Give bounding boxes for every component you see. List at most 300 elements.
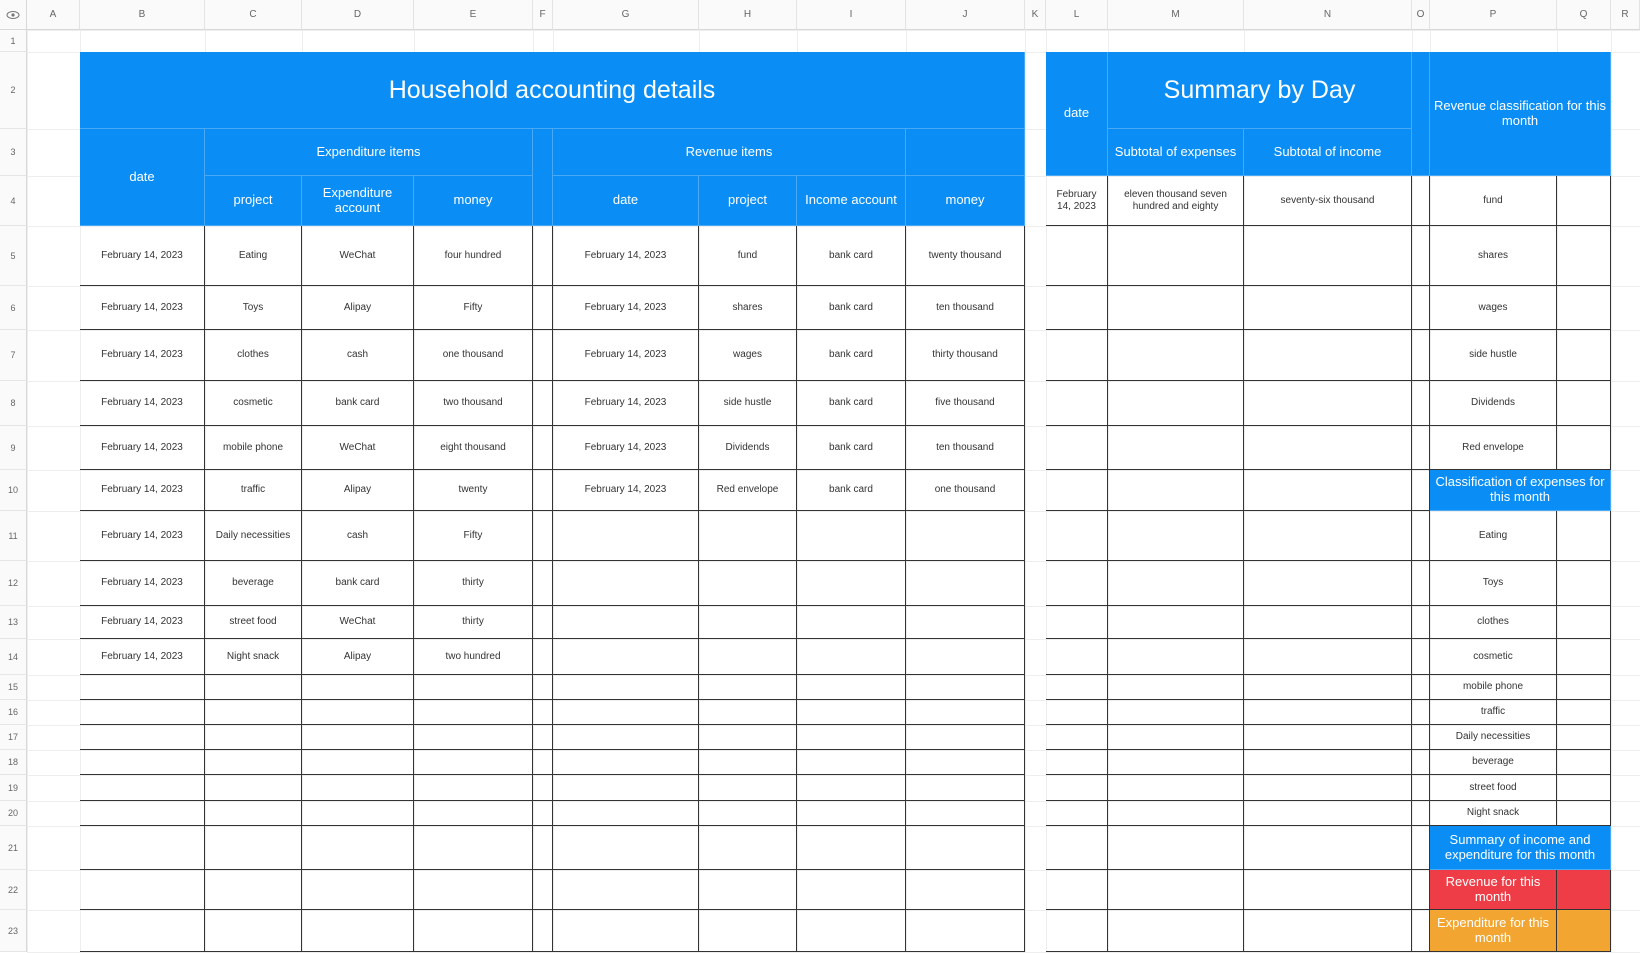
expense-account-cell[interactable]: WeChat (302, 426, 414, 470)
expense-date-cell[interactable] (80, 775, 205, 801)
revenue-class-item[interactable]: Dividends (1430, 381, 1557, 426)
expense-class-value[interactable] (1557, 725, 1611, 750)
summary-expenses-cell[interactable] (1108, 511, 1244, 561)
revenue-money-cell[interactable] (906, 606, 1025, 639)
expense-money-cell[interactable] (414, 675, 533, 700)
summary-date-cell[interactable] (1046, 470, 1108, 511)
expenditure-group-header[interactable]: Expenditure items (205, 129, 533, 176)
summary-date-cell[interactable] (1046, 330, 1108, 381)
row-header[interactable]: 21 (0, 826, 27, 870)
column-header[interactable]: J (906, 0, 1025, 30)
summary-income-cell[interactable] (1244, 639, 1412, 675)
revenue-date-cell[interactable]: February 14, 2023 (553, 226, 699, 286)
column-header[interactable]: D (302, 0, 414, 30)
expense-project-cell[interactable] (205, 725, 302, 750)
expense-class-value[interactable] (1557, 775, 1611, 801)
column-header[interactable]: H (699, 0, 797, 30)
summary-gap-cell[interactable] (1412, 470, 1430, 511)
summary-date-cell[interactable] (1046, 910, 1108, 952)
summary-gap-cell[interactable] (1412, 330, 1430, 381)
summary-date-cell[interactable] (1046, 561, 1108, 606)
subtotal-income-header[interactable]: Subtotal of income (1244, 129, 1412, 176)
revenue-class-value[interactable] (1557, 330, 1611, 381)
revenue-date-cell[interactable] (553, 606, 699, 639)
expense-class-value[interactable] (1557, 700, 1611, 725)
expense-classification-header[interactable]: Classification of expenses for this month (1430, 470, 1611, 511)
summary-date-cell[interactable] (1046, 381, 1108, 426)
exp-money-header[interactable]: money (414, 176, 533, 226)
expense-project-cell[interactable] (205, 870, 302, 910)
column-header[interactable]: C (205, 0, 302, 30)
summary-date-cell[interactable] (1046, 801, 1108, 826)
spacer-cell[interactable] (533, 226, 553, 286)
expense-project-cell[interactable]: traffic (205, 470, 302, 511)
rev-project-header[interactable]: project (699, 176, 797, 226)
summary-expenses-cell[interactable] (1108, 639, 1244, 675)
expense-money-cell[interactable]: two hundred (414, 639, 533, 675)
revenue-account-cell[interactable]: bank card (797, 286, 906, 330)
expense-project-cell[interactable] (205, 910, 302, 952)
expense-project-cell[interactable] (205, 750, 302, 775)
expense-project-cell[interactable]: beverage (205, 561, 302, 606)
revenue-account-cell[interactable] (797, 561, 906, 606)
column-header[interactable]: L (1046, 0, 1108, 30)
summary-income-cell[interactable] (1244, 330, 1412, 381)
revenue-class-item[interactable]: fund (1430, 176, 1557, 226)
revenue-project-cell[interactable] (699, 606, 797, 639)
revenue-date-cell[interactable] (553, 775, 699, 801)
revenue-project-cell[interactable] (699, 826, 797, 870)
spacer-cell[interactable] (533, 426, 553, 470)
summary-date-cell[interactable] (1046, 725, 1108, 750)
row-header[interactable]: 4 (0, 176, 27, 226)
expense-project-cell[interactable]: cosmetic (205, 381, 302, 426)
expense-account-cell[interactable] (302, 750, 414, 775)
revenue-money-cell[interactable] (906, 639, 1025, 675)
summary-date-cell[interactable] (1046, 750, 1108, 775)
expense-money-cell[interactable]: two thousand (414, 381, 533, 426)
summary-expenses-cell[interactable] (1108, 801, 1244, 826)
revenue-project-cell[interactable] (699, 639, 797, 675)
summary-income-cell[interactable] (1244, 700, 1412, 725)
expense-date-cell[interactable]: February 14, 2023 (80, 511, 205, 561)
revenue-date-cell[interactable] (553, 826, 699, 870)
spacer-cell[interactable] (533, 750, 553, 775)
revenue-money-cell[interactable] (906, 750, 1025, 775)
expense-date-cell[interactable]: February 14, 2023 (80, 606, 205, 639)
expense-class-value[interactable] (1557, 750, 1611, 775)
revenue-date-cell[interactable] (553, 870, 699, 910)
revenue-class-item[interactable]: side hustle (1430, 330, 1557, 381)
summary-date-cell[interactable] (1046, 426, 1108, 470)
expense-account-cell[interactable]: cash (302, 330, 414, 381)
revenue-money-cell[interactable]: thirty thousand (906, 330, 1025, 381)
summary-expenses-cell[interactable] (1108, 750, 1244, 775)
revenue-account-cell[interactable]: bank card (797, 330, 906, 381)
summary-date-cell[interactable] (1046, 511, 1108, 561)
expense-money-cell[interactable] (414, 801, 533, 826)
summary-gap-cell[interactable] (1412, 700, 1430, 725)
expense-money-cell[interactable]: thirty (414, 561, 533, 606)
column-header[interactable]: B (80, 0, 205, 30)
summary-income-cell[interactable] (1244, 801, 1412, 826)
revenue-money-cell[interactable] (906, 870, 1025, 910)
revenue-money-cell[interactable] (906, 826, 1025, 870)
revenue-date-cell[interactable] (553, 675, 699, 700)
summary-expenses-cell[interactable] (1108, 910, 1244, 952)
expense-class-item[interactable]: Eating (1430, 511, 1557, 561)
spacer-cell[interactable] (533, 470, 553, 511)
expense-class-value[interactable] (1557, 561, 1611, 606)
expense-class-item[interactable]: mobile phone (1430, 675, 1557, 700)
column-header[interactable]: F (533, 0, 553, 30)
row-header[interactable]: 10 (0, 470, 27, 511)
revenue-account-cell[interactable] (797, 700, 906, 725)
summary-date-cell[interactable] (1046, 286, 1108, 330)
summary-income-cell[interactable] (1244, 426, 1412, 470)
expense-class-item[interactable]: traffic (1430, 700, 1557, 725)
revenue-project-cell[interactable] (699, 775, 797, 801)
expense-account-cell[interactable] (302, 910, 414, 952)
summary-gap-cell[interactable] (1412, 675, 1430, 700)
row-header[interactable]: 23 (0, 910, 27, 952)
column-header[interactable]: O (1412, 0, 1430, 30)
revenue-account-cell[interactable]: bank card (797, 470, 906, 511)
expense-money-cell[interactable]: eight thousand (414, 426, 533, 470)
expense-class-item[interactable]: street food (1430, 775, 1557, 801)
expense-project-cell[interactable]: clothes (205, 330, 302, 381)
expense-account-cell[interactable]: Alipay (302, 639, 414, 675)
summary-income-cell[interactable] (1244, 750, 1412, 775)
revenue-date-cell[interactable] (553, 801, 699, 826)
revenue-classification-header[interactable]: Revenue classification for this month (1430, 52, 1611, 176)
revenue-account-cell[interactable] (797, 675, 906, 700)
summary-income-cell[interactable] (1244, 561, 1412, 606)
summary-date-cell[interactable] (1046, 606, 1108, 639)
revenue-money-cell[interactable] (906, 561, 1025, 606)
expense-money-cell[interactable] (414, 775, 533, 801)
revenue-date-cell[interactable]: February 14, 2023 (553, 286, 699, 330)
revenue-account-cell[interactable]: bank card (797, 381, 906, 426)
revenue-account-cell[interactable] (797, 511, 906, 561)
expense-class-item[interactable]: Toys (1430, 561, 1557, 606)
spacer-cell[interactable] (533, 606, 553, 639)
summary-expenses-cell[interactable] (1108, 426, 1244, 470)
revenue-date-cell[interactable] (553, 561, 699, 606)
rev-money-header[interactable]: money (906, 176, 1025, 226)
summary-income-cell[interactable] (1244, 826, 1412, 870)
expense-account-cell[interactable] (302, 826, 414, 870)
summary-income-cell[interactable] (1244, 675, 1412, 700)
expense-date-cell[interactable]: February 14, 2023 (80, 286, 205, 330)
expense-project-cell[interactable] (205, 700, 302, 725)
row-header[interactable]: 7 (0, 330, 27, 381)
exp-project-header[interactable]: project (205, 176, 302, 226)
column-header[interactable]: Q (1557, 0, 1611, 30)
revenue-date-cell[interactable] (553, 750, 699, 775)
revenue-project-cell[interactable] (699, 870, 797, 910)
summary-gap-cell[interactable] (1412, 826, 1430, 870)
expense-money-cell[interactable] (414, 725, 533, 750)
expense-date-cell[interactable] (80, 725, 205, 750)
expense-account-cell[interactable] (302, 801, 414, 826)
row-header[interactable]: 18 (0, 750, 27, 775)
revenue-money-cell[interactable] (906, 511, 1025, 561)
summary-gap-cell[interactable] (1412, 750, 1430, 775)
revenue-money-cell[interactable] (906, 725, 1025, 750)
expense-account-cell[interactable] (302, 700, 414, 725)
revenue-total-label[interactable]: Revenue for this month (1430, 870, 1557, 910)
summary-gap-cell[interactable] (1412, 639, 1430, 675)
summary-expenses-cell[interactable] (1108, 381, 1244, 426)
expense-account-cell[interactable] (302, 675, 414, 700)
expense-money-cell[interactable]: one thousand (414, 330, 533, 381)
summary-gap-cell[interactable] (1412, 176, 1430, 226)
revenue-date-cell[interactable]: February 14, 2023 (553, 426, 699, 470)
summary-gap-cell[interactable] (1412, 606, 1430, 639)
expense-money-cell[interactable]: four hundred (414, 226, 533, 286)
expense-account-cell[interactable]: cash (302, 511, 414, 561)
summary-gap-cell[interactable] (1412, 910, 1430, 952)
expense-date-cell[interactable]: February 14, 2023 (80, 561, 205, 606)
row-header[interactable]: 5 (0, 226, 27, 286)
row-header[interactable]: 1 (0, 30, 27, 52)
revenue-class-item[interactable]: wages (1430, 286, 1557, 330)
revenue-money-cell[interactable] (906, 675, 1025, 700)
revenue-project-cell[interactable]: side hustle (699, 381, 797, 426)
revenue-group-blank[interactable] (906, 129, 1025, 176)
revenue-account-cell[interactable] (797, 639, 906, 675)
revenue-class-value[interactable] (1557, 176, 1611, 226)
revenue-account-cell[interactable]: bank card (797, 426, 906, 470)
column-header[interactable]: N (1244, 0, 1412, 30)
expense-date-cell[interactable] (80, 801, 205, 826)
revenue-project-cell[interactable] (699, 750, 797, 775)
revenue-class-value[interactable] (1557, 426, 1611, 470)
exp-account-header[interactable]: Expenditure account (302, 176, 414, 226)
expense-project-cell[interactable] (205, 801, 302, 826)
expense-date-cell[interactable]: February 14, 2023 (80, 330, 205, 381)
revenue-account-cell[interactable] (797, 826, 906, 870)
expense-class-item[interactable]: cosmetic (1430, 639, 1557, 675)
revenue-project-cell[interactable]: shares (699, 286, 797, 330)
revenue-project-cell[interactable]: Red envelope (699, 470, 797, 511)
summary-expenses-cell[interactable] (1108, 826, 1244, 870)
subtotal-expenses-header[interactable]: Subtotal of expenses (1108, 129, 1244, 176)
summary-income-cell[interactable] (1244, 910, 1412, 952)
row-header[interactable]: 11 (0, 511, 27, 561)
row-header[interactable]: 6 (0, 286, 27, 330)
expense-money-cell[interactable]: thirty (414, 606, 533, 639)
gap-header-f[interactable] (533, 129, 553, 226)
expense-date-cell[interactable]: February 14, 2023 (80, 226, 205, 286)
row-header[interactable]: 16 (0, 700, 27, 725)
expense-date-cell[interactable]: February 14, 2023 (80, 639, 205, 675)
expense-account-cell[interactable] (302, 870, 414, 910)
expense-account-cell[interactable]: bank card (302, 381, 414, 426)
row-header[interactable]: 17 (0, 725, 27, 750)
revenue-date-cell[interactable] (553, 700, 699, 725)
summary-expenses-cell[interactable] (1108, 286, 1244, 330)
row-header[interactable]: 2 (0, 52, 27, 129)
column-header[interactable]: G (553, 0, 699, 30)
expense-project-cell[interactable]: Eating (205, 226, 302, 286)
summary-expenses-cell[interactable] (1108, 561, 1244, 606)
revenue-account-cell[interactable] (797, 606, 906, 639)
revenue-project-cell[interactable]: fund (699, 226, 797, 286)
expense-project-cell[interactable]: mobile phone (205, 426, 302, 470)
revenue-project-cell[interactable]: Dividends (699, 426, 797, 470)
expense-class-value[interactable] (1557, 511, 1611, 561)
summary-income-cell[interactable] (1244, 725, 1412, 750)
column-header[interactable]: M (1108, 0, 1244, 30)
spacer-cell[interactable] (533, 639, 553, 675)
expense-account-cell[interactable]: Alipay (302, 470, 414, 511)
spacer-cell[interactable] (533, 870, 553, 910)
revenue-project-cell[interactable] (699, 910, 797, 952)
revenue-money-cell[interactable] (906, 910, 1025, 952)
row-header[interactable]: 22 (0, 870, 27, 910)
row-header[interactable]: 9 (0, 426, 27, 470)
summary-date-cell[interactable] (1046, 775, 1108, 801)
summary-expenses-cell[interactable] (1108, 606, 1244, 639)
revenue-money-cell[interactable]: ten thousand (906, 426, 1025, 470)
summary-gap-cell[interactable] (1412, 286, 1430, 330)
revenue-project-cell[interactable] (699, 511, 797, 561)
summary-income-cell[interactable] (1244, 226, 1412, 286)
revenue-class-value[interactable] (1557, 226, 1611, 286)
revenue-project-cell[interactable] (699, 561, 797, 606)
expense-date-cell[interactable] (80, 675, 205, 700)
summary-income-cell[interactable] (1244, 870, 1412, 910)
expenditure-total-value[interactable] (1557, 910, 1611, 952)
spacer-cell[interactable] (533, 286, 553, 330)
summary-date-cell[interactable] (1046, 826, 1108, 870)
revenue-account-cell[interactable]: bank card (797, 226, 906, 286)
expense-project-cell[interactable] (205, 675, 302, 700)
expense-date-cell[interactable] (80, 910, 205, 952)
revenue-date-cell[interactable] (553, 725, 699, 750)
summary-expenses-cell[interactable] (1108, 775, 1244, 801)
expense-project-cell[interactable] (205, 826, 302, 870)
summary-expenses-cell[interactable] (1108, 700, 1244, 725)
expense-money-cell[interactable] (414, 700, 533, 725)
summary-date-cell[interactable] (1046, 675, 1108, 700)
revenue-account-cell[interactable] (797, 775, 906, 801)
revenue-account-cell[interactable] (797, 750, 906, 775)
expense-money-cell[interactable] (414, 750, 533, 775)
summary-date-cell[interactable] (1046, 700, 1108, 725)
summary-gap-cell[interactable] (1412, 226, 1430, 286)
expense-money-cell[interactable] (414, 870, 533, 910)
revenue-money-cell[interactable]: twenty thousand (906, 226, 1025, 286)
spacer-cell[interactable] (533, 381, 553, 426)
revenue-money-cell[interactable] (906, 775, 1025, 801)
expense-account-cell[interactable]: WeChat (302, 606, 414, 639)
expense-account-cell[interactable]: bank card (302, 561, 414, 606)
revenue-date-cell[interactable] (553, 639, 699, 675)
expense-account-cell[interactable]: WeChat (302, 226, 414, 286)
expense-project-cell[interactable]: street food (205, 606, 302, 639)
spacer-cell[interactable] (533, 725, 553, 750)
expense-account-cell[interactable]: Alipay (302, 286, 414, 330)
expense-account-cell[interactable] (302, 725, 414, 750)
rev-account-header[interactable]: Income account (797, 176, 906, 226)
expense-account-cell[interactable] (302, 775, 414, 801)
revenue-date-cell[interactable]: February 14, 2023 (553, 330, 699, 381)
summary-date-cell[interactable] (1046, 639, 1108, 675)
revenue-account-cell[interactable] (797, 725, 906, 750)
expense-class-value[interactable] (1557, 675, 1611, 700)
summary-income-cell[interactable] (1244, 511, 1412, 561)
revenue-account-cell[interactable] (797, 801, 906, 826)
expense-class-value[interactable] (1557, 606, 1611, 639)
rev-date-header[interactable]: date (553, 176, 699, 226)
expense-project-cell[interactable] (205, 775, 302, 801)
expense-date-cell[interactable] (80, 750, 205, 775)
revenue-project-cell[interactable] (699, 675, 797, 700)
row-header[interactable]: 20 (0, 801, 27, 826)
expense-date-cell[interactable]: February 14, 2023 (80, 426, 205, 470)
expense-money-cell[interactable]: twenty (414, 470, 533, 511)
spacer-cell[interactable] (533, 910, 553, 952)
summary-gap-cell[interactable] (1412, 561, 1430, 606)
revenue-project-cell[interactable]: wages (699, 330, 797, 381)
column-header[interactable]: I (797, 0, 906, 30)
row-header[interactable]: 8 (0, 381, 27, 426)
summary-date-cell[interactable] (1046, 870, 1108, 910)
revenue-project-cell[interactable] (699, 725, 797, 750)
expense-project-cell[interactable]: Daily necessities (205, 511, 302, 561)
summary-expenses-cell[interactable] (1108, 330, 1244, 381)
summary-gap-cell[interactable] (1412, 511, 1430, 561)
summary-date-cell[interactable]: February 14, 2023 (1046, 176, 1108, 226)
spacer-cell[interactable] (533, 775, 553, 801)
revenue-date-cell[interactable]: February 14, 2023 (553, 381, 699, 426)
summary-gap-cell[interactable] (1412, 801, 1430, 826)
summary-gap-cell[interactable] (1412, 870, 1430, 910)
spacer-cell[interactable] (533, 561, 553, 606)
summary-expenses-cell[interactable] (1108, 675, 1244, 700)
spacer-cell[interactable] (533, 700, 553, 725)
expense-class-item[interactable]: Daily necessities (1430, 725, 1557, 750)
summary-date-header[interactable]: date (1046, 52, 1108, 176)
date-header[interactable]: date (80, 129, 205, 226)
summary-income-cell[interactable] (1244, 381, 1412, 426)
revenue-money-cell[interactable]: five thousand (906, 381, 1025, 426)
row-header[interactable]: 13 (0, 606, 27, 639)
revenue-money-cell[interactable] (906, 700, 1025, 725)
accounting-title[interactable]: Household accounting details (80, 52, 1025, 129)
column-header[interactable]: K (1025, 0, 1046, 30)
summary-gap-header[interactable] (1412, 52, 1430, 176)
summary-date-cell[interactable] (1046, 226, 1108, 286)
revenue-date-cell[interactable] (553, 910, 699, 952)
expense-class-value[interactable] (1557, 801, 1611, 826)
summary-gap-cell[interactable] (1412, 775, 1430, 801)
summary-income-cell[interactable] (1244, 606, 1412, 639)
summary-income-cell[interactable] (1244, 470, 1412, 511)
revenue-class-item[interactable]: shares (1430, 226, 1557, 286)
expense-class-item[interactable]: clothes (1430, 606, 1557, 639)
summary-expenses-cell[interactable] (1108, 725, 1244, 750)
expense-date-cell[interactable] (80, 826, 205, 870)
spacer-cell[interactable] (533, 511, 553, 561)
expense-date-cell[interactable]: February 14, 2023 (80, 470, 205, 511)
revenue-project-cell[interactable] (699, 801, 797, 826)
summary-income-cell[interactable] (1244, 775, 1412, 801)
expense-class-item[interactable]: Night snack (1430, 801, 1557, 826)
